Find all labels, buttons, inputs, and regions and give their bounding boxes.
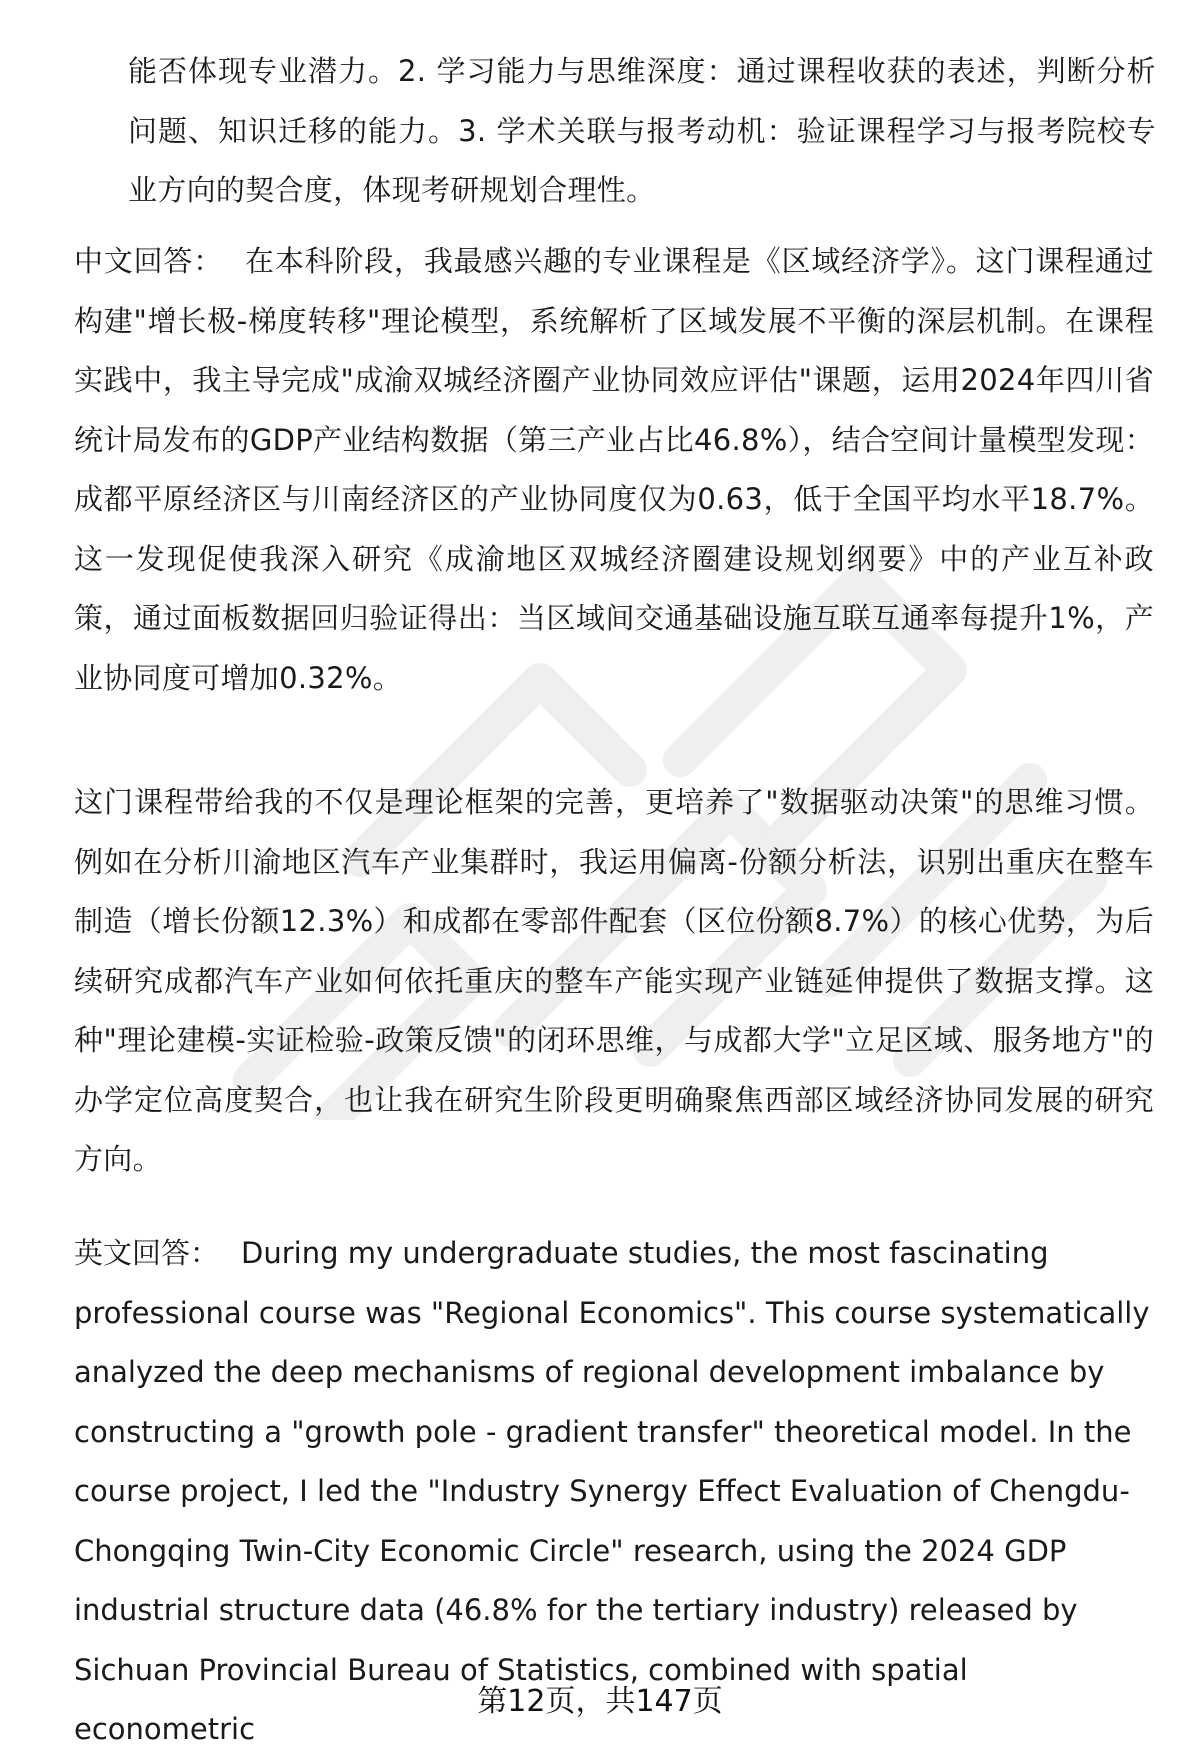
english-answer-label: 英文回答： [74,1236,220,1270]
criteria-continuation-paragraph: 能否体现专业潜力。2. 学习能力与思维深度：通过课程收获的表述，判断分析问题、知识迁移的能力。3. 学术关联与报考动机：验证课程学习与报考院校专业方向的契合度，体现考研规划合理性。 [128,54,1156,207]
chinese-answer-paragraph-2: 这门课程带给我的不仅是理论框架的完善，更培养了"数据驱动决策"的思维习惯。例如在分析川渝地区汽车产业集群时，我运用偏离-份额分析法，识别出重庆在整车制造（增长份额12.3%）和成都在零部件配套（区位份额8.7%）的核心优势，为后续研究成都汽车产业如何依托重庆的整车产能实现产业链延伸提供了数据支撑。这种"理论建模-实证检验-政策反馈"的闭环思维，与成都大学"立足区域、服务地方"的办学定位高度契合，也让我在研究生阶段更明确聚焦西部区域经济协同发展的研究方向。 [74,785,1154,1176]
chinese-answer-text-1: 在本科阶段，我最感兴趣的专业课程是《区域经济学》。这门课程通过构建"增长极-梯度转移"理论模型，系统解析了区域发展不平衡的深层机制。在课程实践中，我主导完成"成渝双城经济圈产业协同效应评估"课题，运用2024年四川省统计局发布的GDP产业结构数据（第三产业占比46.8%），结合空间计量模型发现：成都平原经济区与川南经济区的产业协同度仅为0.63，低于全国平均水平18.7%。这一发现促使我深入研究《成渝地区双城经济圈建设规划纲要》中的产业互补政策，通过面板数据回归验证得出：当区域间交通基础设施互联互通率每提升1%，产业协同度可增加0.32%。 [74,244,1154,695]
english-answer-text: During my undergraduate studies, the most fascinating professional course was "Regional Economics". This course systematically analyzed the deep mechanisms of regional development imbalance by constructing a "growth pole - gradient transfer" theoretical model. In the course project, I led the "Industry Synergy Effect Evaluation of Chengdu-Chongqing Twin-City Economic Circle" research, using the 2024 GDP industrial structure data (46.8% for the tertiary industry) released by Sichuan Provincial Bureau of Statistics, combined with spatial econometric [74,1236,1150,1746]
chinese-answer-paragraph-1 [74,232,1154,708]
chinese-answer-label: 中文回答： [74,244,224,278]
english-answer-paragraph [74,1224,1154,1760]
page-indicator: 第12页，共147页 [477,1684,723,1719]
